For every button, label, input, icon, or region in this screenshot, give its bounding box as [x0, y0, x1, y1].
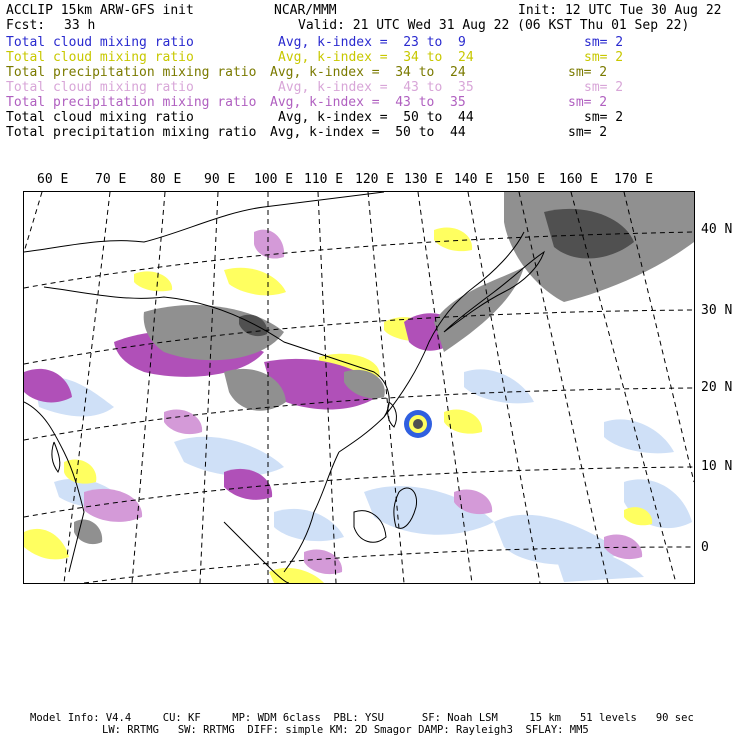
lat-label: 20 N — [701, 380, 733, 395]
graticule-lon — [132, 192, 165, 583]
mid-cloud-patch — [24, 529, 69, 560]
legend-field: Total cloud mixing ratio — [6, 35, 194, 50]
lon-label: 160 E — [559, 172, 599, 187]
country-border — [24, 192, 384, 252]
model-physics-line: LW: RRTMG SW: RRTMG DIFF: simple KM: 2D Smagor DAMP: Rayleigh3 SFLAY: MM5 — [102, 724, 589, 736]
legend-avg: Avg, k-index = 43 to 35 — [278, 80, 474, 95]
legend-row — [6, 65, 734, 80]
legend-smoothing: sm= 2 — [584, 110, 624, 125]
mid-cloud-patch — [224, 268, 286, 296]
institution-label: NCAR/MMM — [274, 3, 337, 18]
lat-label: 40 N — [701, 222, 733, 237]
lon-label: 140 E — [454, 172, 494, 187]
legend-row — [6, 80, 734, 95]
lon-label: 70 E — [95, 172, 127, 187]
legend-row — [6, 35, 734, 50]
legend-avg: Avg, k-index = 34 to 24 — [270, 65, 466, 80]
lon-label: 120 E — [355, 172, 395, 187]
high-cloud-patch — [84, 489, 142, 522]
map-panel — [23, 191, 695, 584]
high-cloud-patch — [24, 369, 72, 403]
high-cloud-patch — [304, 550, 342, 575]
legend-smoothing: sm= 2 — [584, 50, 624, 65]
lat-label: 10 N — [701, 459, 733, 474]
legend-smoothing: sm= 2 — [584, 80, 624, 95]
legend-smoothing: sm= 2 — [568, 95, 608, 110]
mid-cloud-patch — [444, 410, 482, 434]
typhoon-eye — [413, 419, 423, 429]
map-canvas — [24, 192, 694, 583]
mid-cloud-patch — [134, 271, 172, 291]
lon-label: 90 E — [204, 172, 236, 187]
legend-row — [6, 125, 734, 140]
lon-label: 100 E — [254, 172, 294, 187]
legend-avg: Avg, k-index = 34 to 24 — [278, 50, 474, 65]
valid-time: Valid: 21 UTC Wed 31 Aug 22 (06 KST Thu 01 Sep 22) — [298, 18, 690, 33]
legend-smoothing: sm= 2 — [568, 125, 608, 140]
legend-field: Total precipitation mixing ratio — [6, 65, 257, 80]
legend-row — [6, 110, 734, 125]
model-title: ACCLIP 15km ARW-GFS init — [6, 3, 194, 18]
top-cloud-patch — [434, 267, 524, 352]
legend-avg: Avg, k-index = 50 to 44 — [278, 110, 474, 125]
lon-label: 170 E — [614, 172, 654, 187]
lon-label: 60 E — [37, 172, 69, 187]
lon-label: 110 E — [304, 172, 344, 187]
legend-smoothing: sm= 2 — [584, 35, 624, 50]
low-cloud-patch — [604, 419, 674, 453]
legend-field: Total precipitation mixing ratio — [6, 95, 257, 110]
init-time: Init: 12 UTC Tue 30 Aug 22 — [518, 3, 722, 18]
lat-label: 30 N — [701, 303, 733, 318]
top-cloud-patch — [74, 520, 102, 545]
legend-row — [6, 95, 734, 110]
legend-avg: Avg, k-index = 23 to 9 — [278, 35, 466, 50]
typhoon-feature — [404, 410, 432, 438]
legend-smoothing: sm= 2 — [568, 65, 608, 80]
forecast-label: Fcst: — [6, 18, 46, 33]
high-cloud-patch — [164, 410, 202, 435]
graticule-lon — [24, 192, 42, 252]
legend-field: Total cloud mixing ratio — [6, 110, 194, 125]
legend-field: Total precipitation mixing ratio — [6, 125, 257, 140]
model-info-line: Model Info: V4.4 CU: KF MP: WDM 6class PBL: YSU SF: Noah LSM 15 km 51 levels 90 sec — [30, 712, 694, 724]
mid-cloud-patch — [434, 227, 472, 251]
graticule-lon — [200, 192, 218, 583]
legend-field: Total cloud mixing ratio — [6, 80, 194, 95]
lon-label: 150 E — [506, 172, 546, 187]
legend-field: Total cloud mixing ratio — [6, 50, 194, 65]
legend-avg: Avg, k-index = 50 to 44 — [270, 125, 466, 140]
legend-row — [6, 50, 734, 65]
legend-avg: Avg, k-index = 43 to 35 — [270, 95, 466, 110]
lat-label: 0 — [701, 540, 709, 555]
lon-label: 130 E — [404, 172, 444, 187]
coastline-sri-lanka — [52, 442, 60, 472]
lon-label: 80 E — [150, 172, 182, 187]
forecast-hour: 33 h — [64, 18, 96, 33]
low-cloud-patch — [464, 369, 534, 403]
